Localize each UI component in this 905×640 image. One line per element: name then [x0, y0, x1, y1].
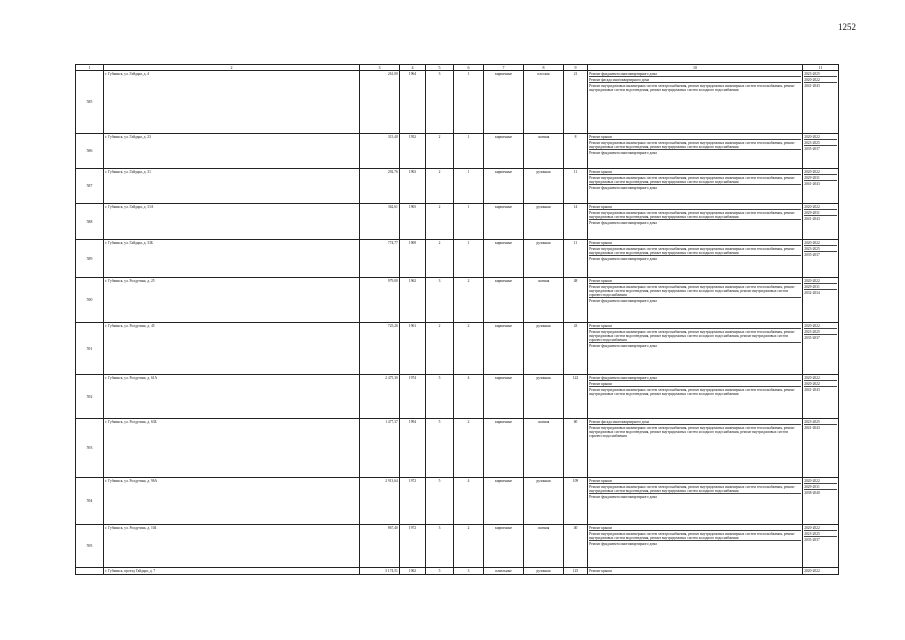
column-header: 11	[803, 65, 839, 71]
column-header: 2	[104, 65, 360, 71]
entrances-cell: 1	[454, 71, 484, 134]
flats-count-cell: 109	[564, 478, 588, 525]
repair-work-item: Ремонт крыши	[589, 135, 801, 140]
wall-material-cell: кирпичные	[484, 525, 524, 568]
repair-period-item: 2035-2037	[804, 335, 820, 340]
roof-type-cell: скатная	[524, 278, 564, 323]
repair-period-item: 2041-2043	[804, 83, 820, 88]
repair-period-item: 2023-2025	[804, 532, 837, 537]
entrances-cell: 4	[454, 478, 484, 525]
area-cell: 315,40	[360, 134, 400, 169]
wall-material-cell: кирпичные	[484, 419, 524, 478]
repair-period-item: 2035-2037	[804, 252, 820, 257]
build-year-cell: 1965	[400, 204, 426, 240]
entrances-cell: 1	[454, 169, 484, 204]
repair-period-item: 2020-2022	[804, 170, 837, 175]
floors-cell: 2	[426, 204, 454, 240]
table-row	[76, 375, 839, 419]
floors-cell: 5	[426, 478, 454, 525]
table-row	[76, 134, 839, 169]
repair-period-item: 2020-2022	[804, 568, 820, 573]
repair-period-cell	[803, 240, 839, 278]
build-year-cell: 1972	[400, 525, 426, 568]
column-header: 5	[426, 65, 454, 71]
repair-period-item: 2035-2037	[804, 537, 820, 542]
flats-count-cell: 43	[564, 323, 588, 375]
repair-work-item: Ремонт фундамента многоквартирного дома	[589, 541, 657, 546]
build-year-cell: 1962	[400, 568, 426, 575]
repair-work-item: Ремонт фундамента многоквартирного дома	[589, 150, 657, 155]
table-row	[76, 278, 839, 323]
floors-cell: 5	[426, 568, 454, 575]
repair-period-item: 2020-2022	[804, 241, 837, 246]
build-year-cell: 1972	[400, 478, 426, 525]
repair-work-item: Ремонт крыши	[589, 568, 612, 573]
row-number-cell: 589	[76, 240, 104, 278]
table-body	[76, 65, 839, 575]
row-number-cell: 592	[76, 375, 104, 419]
address-cell: г. Губкинск, ул. Ролдугина, д. 104	[104, 525, 360, 568]
repair-period-item: 2020-2022	[804, 324, 837, 329]
repair-works-cell	[588, 323, 803, 375]
build-year-cell: 1952	[400, 134, 426, 169]
repair-work-item: Ремонт крыши	[589, 170, 801, 175]
table-row	[76, 240, 839, 278]
page-number: 1252	[838, 22, 856, 32]
repair-period-item: 2020-2022	[804, 382, 837, 387]
area-cell: 261,00	[360, 71, 400, 134]
row-number-cell: 585	[76, 71, 104, 134]
address-cell: г. Губкинск, проезд Гайдара, д. 7	[104, 568, 360, 575]
roof-type-cell: рулонная	[524, 240, 564, 278]
table-row	[76, 71, 839, 134]
floors-cell: 5	[426, 419, 454, 478]
column-header: 4	[400, 65, 426, 71]
repair-period-cell	[803, 278, 839, 323]
repair-works-cell	[588, 419, 803, 478]
flats-count-cell: 122	[564, 375, 588, 419]
repair-work-item: Ремонт фундамента многоквартирного дома	[589, 72, 801, 77]
build-year-cell: 1964	[400, 71, 426, 134]
table-row	[76, 525, 839, 568]
column-header: 8	[524, 65, 564, 71]
floors-cell: 2	[426, 134, 454, 169]
area-cell: 362,61	[360, 204, 400, 240]
entrances-cell: 4	[454, 375, 484, 419]
wall-material-cell: кирпичные	[484, 323, 524, 375]
repair-period-cell	[803, 134, 839, 169]
repair-work-item: Ремонт внутридомовых инженерных систем электроснабжения, ремонт внутридомовых инженерных систем теплоснабжения, ремонт внутридомовых систем водоотведения, ремонт внутридомовых систем холодного водоснабжения	[589, 83, 795, 92]
repair-period-cell	[803, 419, 839, 478]
repair-period-item: 2023-2025	[804, 72, 837, 77]
repair-work-item: Ремонт внутридомовых инженерных систем электроснабжения, ремонт внутридомовых инженерных систем теплоснабжения, ремонт внутридомовых систем водоотведения, ремонт внутридомовых систем холодного водоснабжения	[589, 211, 801, 221]
repair-work-item: Ремонт фундамента многоквартирного дома	[589, 376, 801, 381]
repair-work-item: Ремонт фундамента многоквартирного дома	[589, 220, 657, 225]
flats-count-cell: 60	[564, 419, 588, 478]
roof-type-cell: рулонная	[524, 478, 564, 525]
flats-count-cell: 40	[564, 525, 588, 568]
area-cell: 867,40	[360, 525, 400, 568]
table-row	[76, 323, 839, 375]
column-header: 1	[76, 65, 104, 71]
address-cell: г. Губкинск, ул. Гайдара, д. 4	[104, 71, 360, 134]
repair-period-item: 2023-2025	[804, 141, 837, 146]
repair-work-item: Ремонт внутридомовых инженерных систем электроснабжения, ремонт внутридомовых инженерных систем теплоснабжения, ремонт внутридомовых систем водоотведения, ремонт внутридомовых систем холодного водоснабжения, ремонт внутридомовых систем горячего водоснабжения	[589, 330, 801, 344]
repair-work-item: Ремонт внутридомовых инженерных систем электроснабжения, ремонт внутридомовых инженерных систем теплоснабжения, ремонт внутридомовых систем водоотведения, ремонт внутридомовых систем холодного водоснабжения	[589, 387, 795, 396]
build-year-cell: 1969	[400, 240, 426, 278]
repair-work-item: Ремонт внутридомовых инженерных систем электроснабжения, ремонт внутридомовых инженерных систем теплоснабжения, ремонт внутридомовых систем водоотведения, ремонт внутридомовых систем холодного водоснабжения	[589, 176, 801, 186]
roof-type-cell: рулонная	[524, 568, 564, 575]
entrances-cell: 2	[454, 278, 484, 323]
repair-works-cell	[588, 478, 803, 525]
repair-work-item: Ремонт крыши	[589, 324, 801, 329]
column-header: 7	[484, 65, 524, 71]
repair-works-cell	[588, 278, 803, 323]
repair-period-item: 2029-2031	[804, 285, 837, 290]
repair-period-cell	[803, 169, 839, 204]
repair-work-item: Ремонт внутридомовых инженерных систем электроснабжения, ремонт внутридомовых инженерных систем теплоснабжения, ремонт внутридомовых систем водоотведения, ремонт внутридомовых систем холодного водоснабжения	[589, 485, 801, 495]
repair-period-cell	[803, 71, 839, 134]
column-header: 10	[588, 65, 803, 71]
build-year-cell: 1962	[400, 278, 426, 323]
repair-period-item: 2020-2022	[804, 135, 837, 140]
repair-work-item: Ремонт крыши	[589, 279, 801, 284]
repair-works-cell	[588, 375, 803, 419]
repair-period-cell	[803, 375, 839, 419]
wall-material-cell: кирпичные	[484, 278, 524, 323]
entrances-cell: 1	[454, 204, 484, 240]
repair-period-item: 2038-2040	[804, 490, 820, 495]
roof-type-cell: плоская	[524, 71, 564, 134]
repair-period-cell	[803, 478, 839, 525]
entrances-cell: 2	[454, 323, 484, 375]
address-cell: г. Губкинск, ул. Гайдара, д. 33Б	[104, 240, 360, 278]
wall-material-cell: кирпичные	[484, 375, 524, 419]
roof-type-cell: рулонная	[524, 323, 564, 375]
build-year-cell: 1994	[400, 419, 426, 478]
repair-work-item: Ремонт внутридомовых инженерных систем электроснабжения, ремонт внутридомовых инженерных систем теплоснабжения, ремонт внутридомовых систем водоотведения, ремонт внутридомовых систем холодного водоснабжения	[589, 247, 801, 257]
repair-period-cell	[803, 568, 839, 575]
row-number-cell: 588	[76, 204, 104, 240]
area-cell: 725,26	[360, 323, 400, 375]
repair-period-item: 2020-2022	[804, 526, 837, 531]
repair-period-item: 2020-2022	[804, 479, 837, 484]
table-row	[76, 419, 839, 478]
repair-period-item: 2023-2025	[804, 420, 837, 425]
build-year-cell: 1961	[400, 323, 426, 375]
floors-cell: 2	[426, 169, 454, 204]
roof-type-cell: рулонная	[524, 375, 564, 419]
table-row	[76, 169, 839, 204]
roof-type-cell: скатная	[524, 134, 564, 169]
entrances-cell: 1	[454, 134, 484, 169]
area-cell: 1 477,37	[360, 419, 400, 478]
entrances-cell: 2	[454, 419, 484, 478]
wall-material-cell: кирпичные	[484, 169, 524, 204]
capital-repair-table	[75, 64, 839, 575]
flats-count-cell: 11	[564, 240, 588, 278]
repair-period-item: 2035-2037	[804, 146, 820, 151]
address-cell: г. Губкинск, ул. Гайдара, д. 31	[104, 169, 360, 204]
repair-works-cell	[588, 169, 803, 204]
entrances-cell: 3	[454, 568, 484, 575]
wall-material-cell: кирпичные	[484, 240, 524, 278]
repair-work-item: Ремонт крыши	[589, 205, 801, 210]
wall-material-cell: кирпичные	[484, 71, 524, 134]
area-cell: 979,00	[360, 278, 400, 323]
area-cell: 2 913,64	[360, 478, 400, 525]
roof-type-cell: рулонная	[524, 204, 564, 240]
flats-count-cell: 21	[564, 71, 588, 134]
address-cell: г. Губкинск, ул. Ролдугина, д. 61А	[104, 375, 360, 419]
address-cell: г. Губкинск, ул. Ролдугина, д. 96А	[104, 478, 360, 525]
address-cell: г. Губкинск, ул. Ролдугина, д. 25	[104, 278, 360, 323]
repair-period-item: 2020-2022	[804, 376, 837, 381]
repair-works-cell	[588, 134, 803, 169]
row-number-cell: 593	[76, 419, 104, 478]
repair-work-item: Ремонт крыши	[589, 526, 801, 531]
build-year-cell: 1974	[400, 375, 426, 419]
address-cell: г. Губкинск, ул. Ролдугина, д. 63Б	[104, 419, 360, 478]
roof-type-cell: рулонная	[524, 169, 564, 204]
repair-work-item: Ремонт фундамента многоквартирного дома	[589, 298, 657, 303]
repair-works-cell	[588, 240, 803, 278]
address-cell: г. Губкинск, ул. Гайдара, д. 23	[104, 134, 360, 169]
repair-period-item: 2032-2034	[804, 290, 820, 295]
repair-work-item: Ремонт фундамента многоквартирного дома	[589, 256, 657, 261]
repair-work-item: Ремонт фасада многоквартирного дома	[589, 78, 801, 83]
repair-work-item: Ремонт внутридомовых инженерных систем электроснабжения, ремонт внутридомовых инженерных систем теплоснабжения, ремонт внутридомовых систем водоотведения, ремонт внутридомовых систем холодного водоснабжения	[589, 141, 801, 151]
repair-work-item: Ремонт фундамента многоквартирного дома	[589, 494, 657, 499]
address-cell: г. Губкинск, ул. Ролдугина, д. 45	[104, 323, 360, 375]
area-cell: 3 174,51	[360, 568, 400, 575]
repair-period-item: 2041-2043	[804, 425, 820, 430]
flats-count-cell: 14	[564, 204, 588, 240]
roof-type-cell: скатная	[524, 419, 564, 478]
flats-count-cell: 11	[564, 169, 588, 204]
repair-period-item: 2041-2043	[804, 181, 820, 186]
repair-period-item: 2023-2025	[804, 247, 837, 252]
wall-material-cell: кирпичные	[484, 478, 524, 525]
repair-period-cell	[803, 323, 839, 375]
repair-work-item: Ремонт фундамента многоквартирного дома	[589, 185, 657, 190]
roof-type-cell: скатная	[524, 525, 564, 568]
repair-work-item: Ремонт крыши	[589, 241, 801, 246]
repair-works-cell	[588, 525, 803, 568]
repair-work-item: Ремонт фундамента многоквартирного дома	[589, 343, 657, 348]
repair-work-item: Ремонт внутридомовых инженерных систем электроснабжения, ремонт внутридомовых инженерных систем теплоснабжения, ремонт внутридомовых систем водоотведения, ремонт внутридомовых систем холодного водоснабжения	[589, 532, 801, 542]
row-number-cell: 595	[76, 525, 104, 568]
repair-period-item: 2029-2031	[804, 485, 837, 490]
repair-period-cell	[803, 525, 839, 568]
repair-work-item: Ремонт крыши	[589, 479, 801, 484]
row-number-cell: 590	[76, 278, 104, 323]
wall-material-cell: кирпичные	[484, 134, 524, 169]
floors-cell: 3	[426, 525, 454, 568]
repair-period-item: 2020-2022	[804, 205, 837, 210]
repair-period-item: 2020-2022	[804, 279, 837, 284]
repair-works-cell	[588, 71, 803, 134]
row-number-cell: 591	[76, 323, 104, 375]
column-header: 9	[564, 65, 588, 71]
row-number-cell: 587	[76, 169, 104, 204]
area-cell: 2 475,30	[360, 375, 400, 419]
table-row	[76, 478, 839, 525]
floors-cell: 2	[426, 240, 454, 278]
row-number-cell: 594	[76, 478, 104, 525]
wall-material-cell: кирпичные	[484, 204, 524, 240]
repair-period-item: 2023-2025	[804, 330, 837, 335]
repair-period-item: 2029-2031	[804, 211, 837, 216]
repair-period-item: 2041-2043	[804, 387, 820, 392]
entrances-cell: 2	[454, 525, 484, 568]
repair-work-item: Ремонт внутридомовых инженерных систем электроснабжения, ремонт внутридомовых инженерных систем теплоснабжения, ремонт внутридомовых систем водоотведения, ремонт внутридомовых систем холодного водоснабжения, ремонт внутридомовых систем горячего водоснабжения	[589, 285, 801, 299]
repair-period-cell	[803, 204, 839, 240]
flats-count-cell: 125	[564, 568, 588, 575]
column-header: 3	[360, 65, 400, 71]
repair-period-item: 2029-2031	[804, 176, 837, 181]
floors-cell: 5	[426, 375, 454, 419]
floors-cell: 2	[426, 323, 454, 375]
floors-cell: 3	[426, 278, 454, 323]
row-number-cell	[76, 568, 104, 575]
repair-period-item: 2041-2043	[804, 216, 820, 221]
repair-work-item: Ремонт крыши	[589, 382, 801, 387]
repair-period-item: 2020-2022	[804, 78, 837, 83]
row-number-cell: 586	[76, 134, 104, 169]
table-row	[76, 568, 839, 575]
area-cell: 774,77	[360, 240, 400, 278]
entrances-cell: 1	[454, 240, 484, 278]
area-cell: 292,76	[360, 169, 400, 204]
repair-works-cell	[588, 568, 803, 575]
address-cell: г. Губкинск, ул. Гайдара, д. 31А	[104, 204, 360, 240]
repair-work-item: Ремонт внутридомовых инженерных систем электроснабжения, ремонт внутридомовых инженерных систем теплоснабжения, ремонт внутридомовых систем водоотведения, ремонт внутридомовых систем холодного водоснабжения, ремонт внутридомовых систем горячего водоснабжения	[589, 425, 795, 438]
floors-cell: 3	[426, 71, 454, 134]
repair-work-item: Ремонт фасада многоквартирного дома	[589, 420, 801, 425]
repair-works-cell	[588, 204, 803, 240]
flats-count-cell: 8	[564, 134, 588, 169]
column-header: 6	[454, 65, 484, 71]
wall-material-cell: панельные	[484, 568, 524, 575]
flats-count-cell: 48	[564, 278, 588, 323]
table-row	[76, 204, 839, 240]
build-year-cell: 1963	[400, 169, 426, 204]
